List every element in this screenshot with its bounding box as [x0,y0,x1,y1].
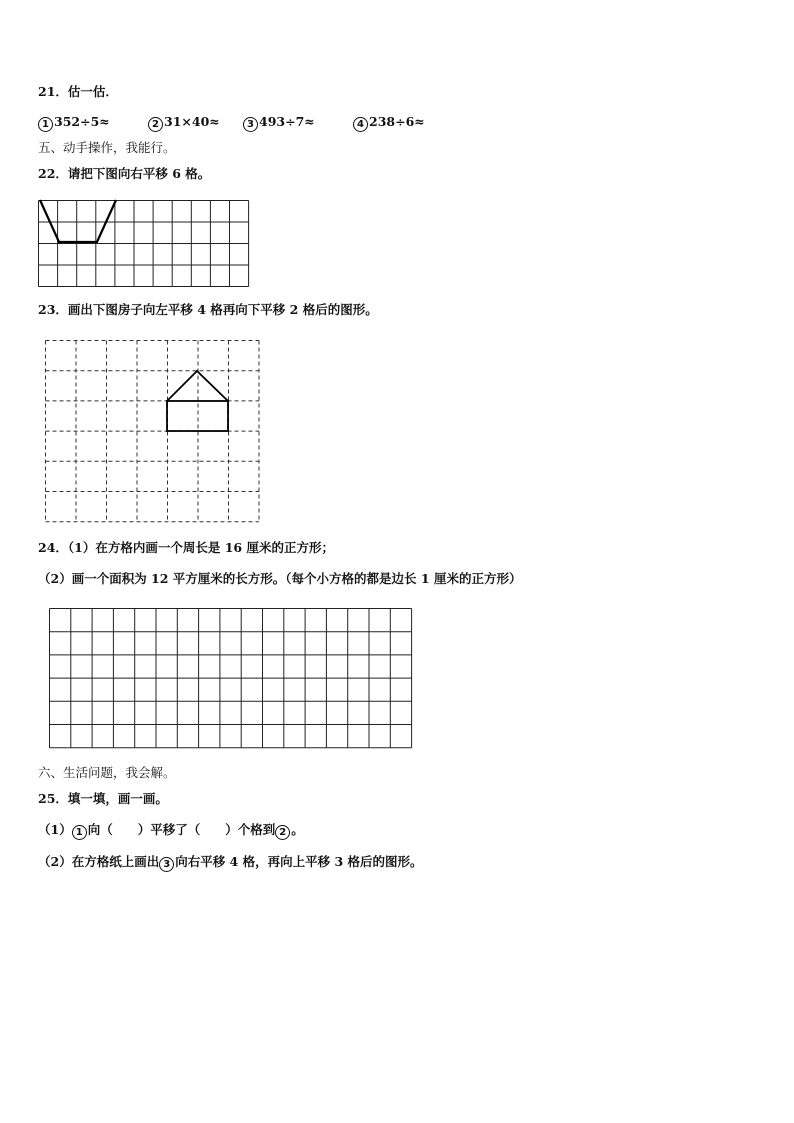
q24-grid [50,609,412,748]
q24-part-2: （2）画一个面积为 12 平方厘米的长方形。（每个小方格的都是边长 1 厘米的正方形） [38,571,522,586]
q24-grid-figure [49,608,413,750]
circled-number: 1 [38,117,53,132]
section-5-heading: 五、动手操作，我能行。 [38,140,176,155]
q25-part-1 [38,822,304,840]
q24-part-1: 24．（1）在方格内画一个周长是 16 厘米的正方形； [38,540,334,555]
q23-grid-figure [45,340,260,525]
circled-number: 3 [159,857,174,872]
q21-expr: 238÷6≈ [369,114,425,129]
q21-item-3 [243,114,315,132]
q22-grid-figure [38,200,250,290]
section-6-heading: 六、生活问题，我会解。 [38,765,176,780]
q21-expr: 31×40≈ [164,114,220,129]
q25-part-2 [38,854,423,872]
q21-expr: 493÷7≈ [259,114,315,129]
circled-number: 1 [72,825,87,840]
q22-grid [39,201,249,287]
q25-part-2-prefix: （2）在方格纸上画出 [38,854,160,869]
q23-title: 23．画出下图房子向左平移 4 格再向下平移 2 格后的图形。 [38,302,378,317]
q25-part-2-text: 向右平移 4 格，再向上平移 3 格后的图形。 [175,854,423,869]
q21-expr: 352÷5≈ [54,114,110,129]
q21-item-1 [38,114,110,132]
circled-number: 2 [148,117,163,132]
q25-part-1-text: 向（ ）平移了（ ）个格到 [87,822,276,837]
q21-title: 21．估一估． [38,84,118,99]
circled-number: 3 [243,117,258,132]
q25-part-1-prefix: （1） [38,822,72,837]
q25-title: 25．填一填，画一画。 [38,791,168,806]
circled-number: 4 [353,117,368,132]
circled-number: 2 [275,825,290,840]
q22-trapezoid [40,200,116,242]
q21-item-2 [148,114,220,132]
q22-title: 22．请把下图向右平移 6 格。 [38,166,211,181]
q25-part-1-end: 。 [291,822,304,837]
q21-item-4 [353,114,425,132]
